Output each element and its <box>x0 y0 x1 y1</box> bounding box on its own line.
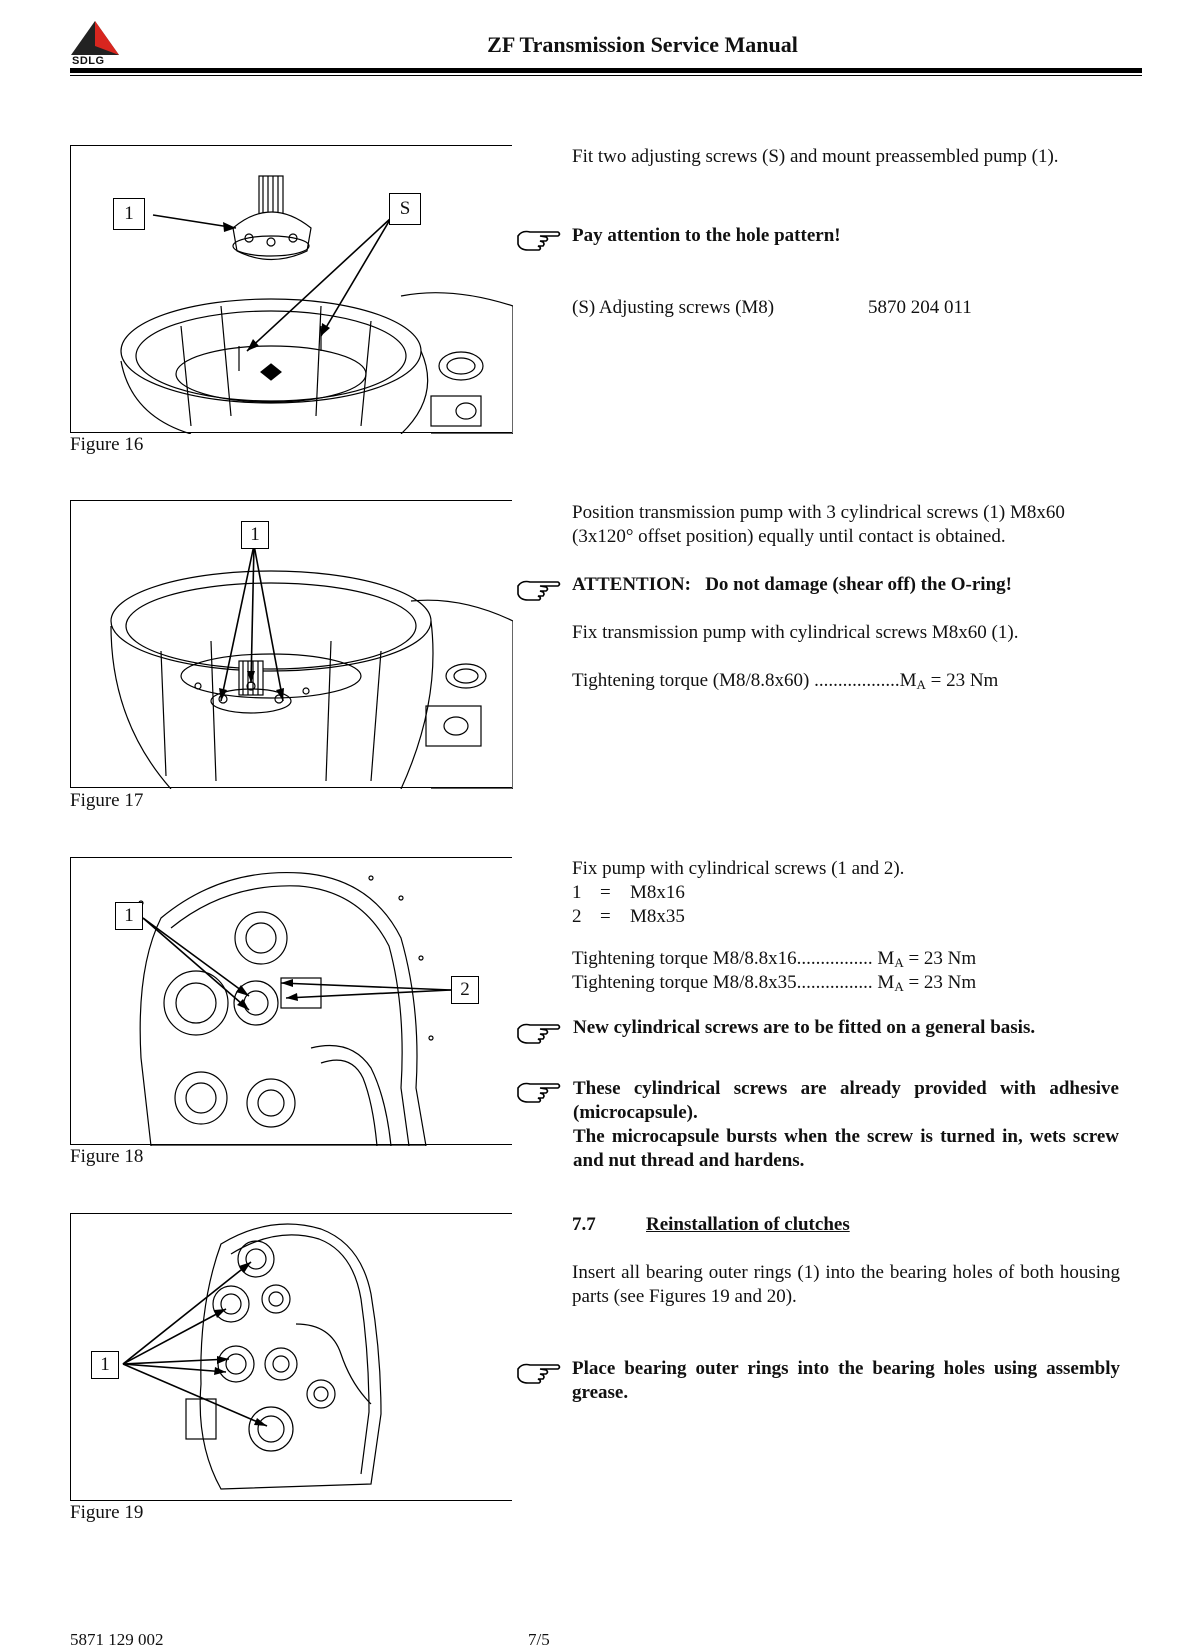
step17-fix: Fix transmission pump with cylindrical screws M8x60 (1). <box>572 622 1019 643</box>
footer-doc-number: 5871 129 002 <box>70 1630 164 1649</box>
item-eq: = <box>600 882 611 903</box>
item-num: 2 <box>572 906 582 927</box>
pointing-hand-icon <box>516 576 562 602</box>
torque-label: Tightening torque (M8/8.8x60) ..................M <box>572 670 917 691</box>
pointing-hand-icon <box>516 1359 562 1385</box>
item-eq: = <box>600 906 611 927</box>
pointing-hand-icon <box>516 1019 562 1045</box>
section-instruction: Insert all bearing outer rings (1) into the bearing holes of both housing parts (see Figures 19 and 20). <box>572 1262 1120 1307</box>
section-note: Place bearing outer rings into the bearing holes using assembly grease. <box>572 1358 1120 1403</box>
step16-instruction: Fit two adjusting screws (S) and mount preassembled pump (1). <box>572 146 1059 167</box>
callout-2: 2 <box>451 976 479 1004</box>
callout-1: 1 <box>91 1351 119 1379</box>
step18-note-1: New cylindrical screws are to be fitted on a general basis. <box>573 1017 1036 1038</box>
step18-instruction: Fix pump with cylindrical screws (1 and 2). <box>572 858 905 879</box>
pointing-hand-icon <box>516 226 562 252</box>
figure-18-image <box>70 857 512 1145</box>
figure-17-image <box>70 500 512 788</box>
torque-value: = 23 Nm <box>903 948 977 969</box>
item-value: M8x35 <box>630 906 685 927</box>
figure-19-image <box>70 1213 512 1501</box>
callout-1: 1 <box>113 198 145 230</box>
item-value: M8x16 <box>630 882 685 903</box>
header-rule <box>70 68 1142 73</box>
step17-torque <box>572 669 998 697</box>
section-number: 7.7 <box>572 1214 596 1235</box>
step16-tool-name: (S) Adjusting screws (M8) <box>572 297 775 318</box>
page-header-title: ZF Transmission Service Manual <box>487 32 798 57</box>
step16-tool-number: 5870 204 011 <box>868 297 972 318</box>
torque-subscript: A <box>894 979 904 994</box>
step17-note: ATTENTION: Do not damage (shear off) the O-ring! <box>572 574 1012 595</box>
header-rule-thin <box>70 75 1142 76</box>
pointing-hand-icon <box>516 1078 562 1104</box>
torque-subscript: A <box>916 677 926 692</box>
torque-label: Tightening torque M8/8.8x16................ M <box>572 948 895 969</box>
torque-label: Tightening torque M8/8.8x35................ M <box>572 972 895 993</box>
step18-torque-2 <box>572 971 976 999</box>
figure-19-caption: Figure 19 <box>70 1502 144 1523</box>
torque-subscript: A <box>894 955 904 970</box>
callout-1: 1 <box>241 521 269 549</box>
torque-value: = 23 Nm <box>925 670 999 691</box>
figure-16-caption: Figure 16 <box>70 434 144 455</box>
section-title: Reinstallation of clutches <box>646 1214 850 1235</box>
figure-16-image <box>70 145 512 433</box>
section-heading <box>572 1213 850 1237</box>
torque-value: = 23 Nm <box>903 972 977 993</box>
footer-page-number: 7/5 <box>528 1630 550 1649</box>
screw-list-item <box>572 905 685 929</box>
figure-17-caption: Figure 17 <box>70 790 144 811</box>
callout-1: 1 <box>115 902 143 930</box>
step18-note-2: These cylindrical screws are already provided with adhesive (microcapsule). <box>573 1078 1119 1123</box>
step17-instruction: Position transmission pump with 3 cylindrical screws (1) M8x60 (3x120° offset position) equally until contact is obtained. <box>572 502 1065 547</box>
step18-note-3: The microcapsule bursts when the screw is turned in, wets screw and nut thread and hardens. <box>573 1126 1119 1171</box>
logo-text: SDLG <box>72 55 105 67</box>
item-num: 1 <box>572 882 582 903</box>
screw-list-item <box>572 881 685 905</box>
callout-s: S <box>389 193 421 225</box>
step16-note: Pay attention to the hole pattern! <box>572 225 841 246</box>
figure-18-caption: Figure 18 <box>70 1146 144 1167</box>
